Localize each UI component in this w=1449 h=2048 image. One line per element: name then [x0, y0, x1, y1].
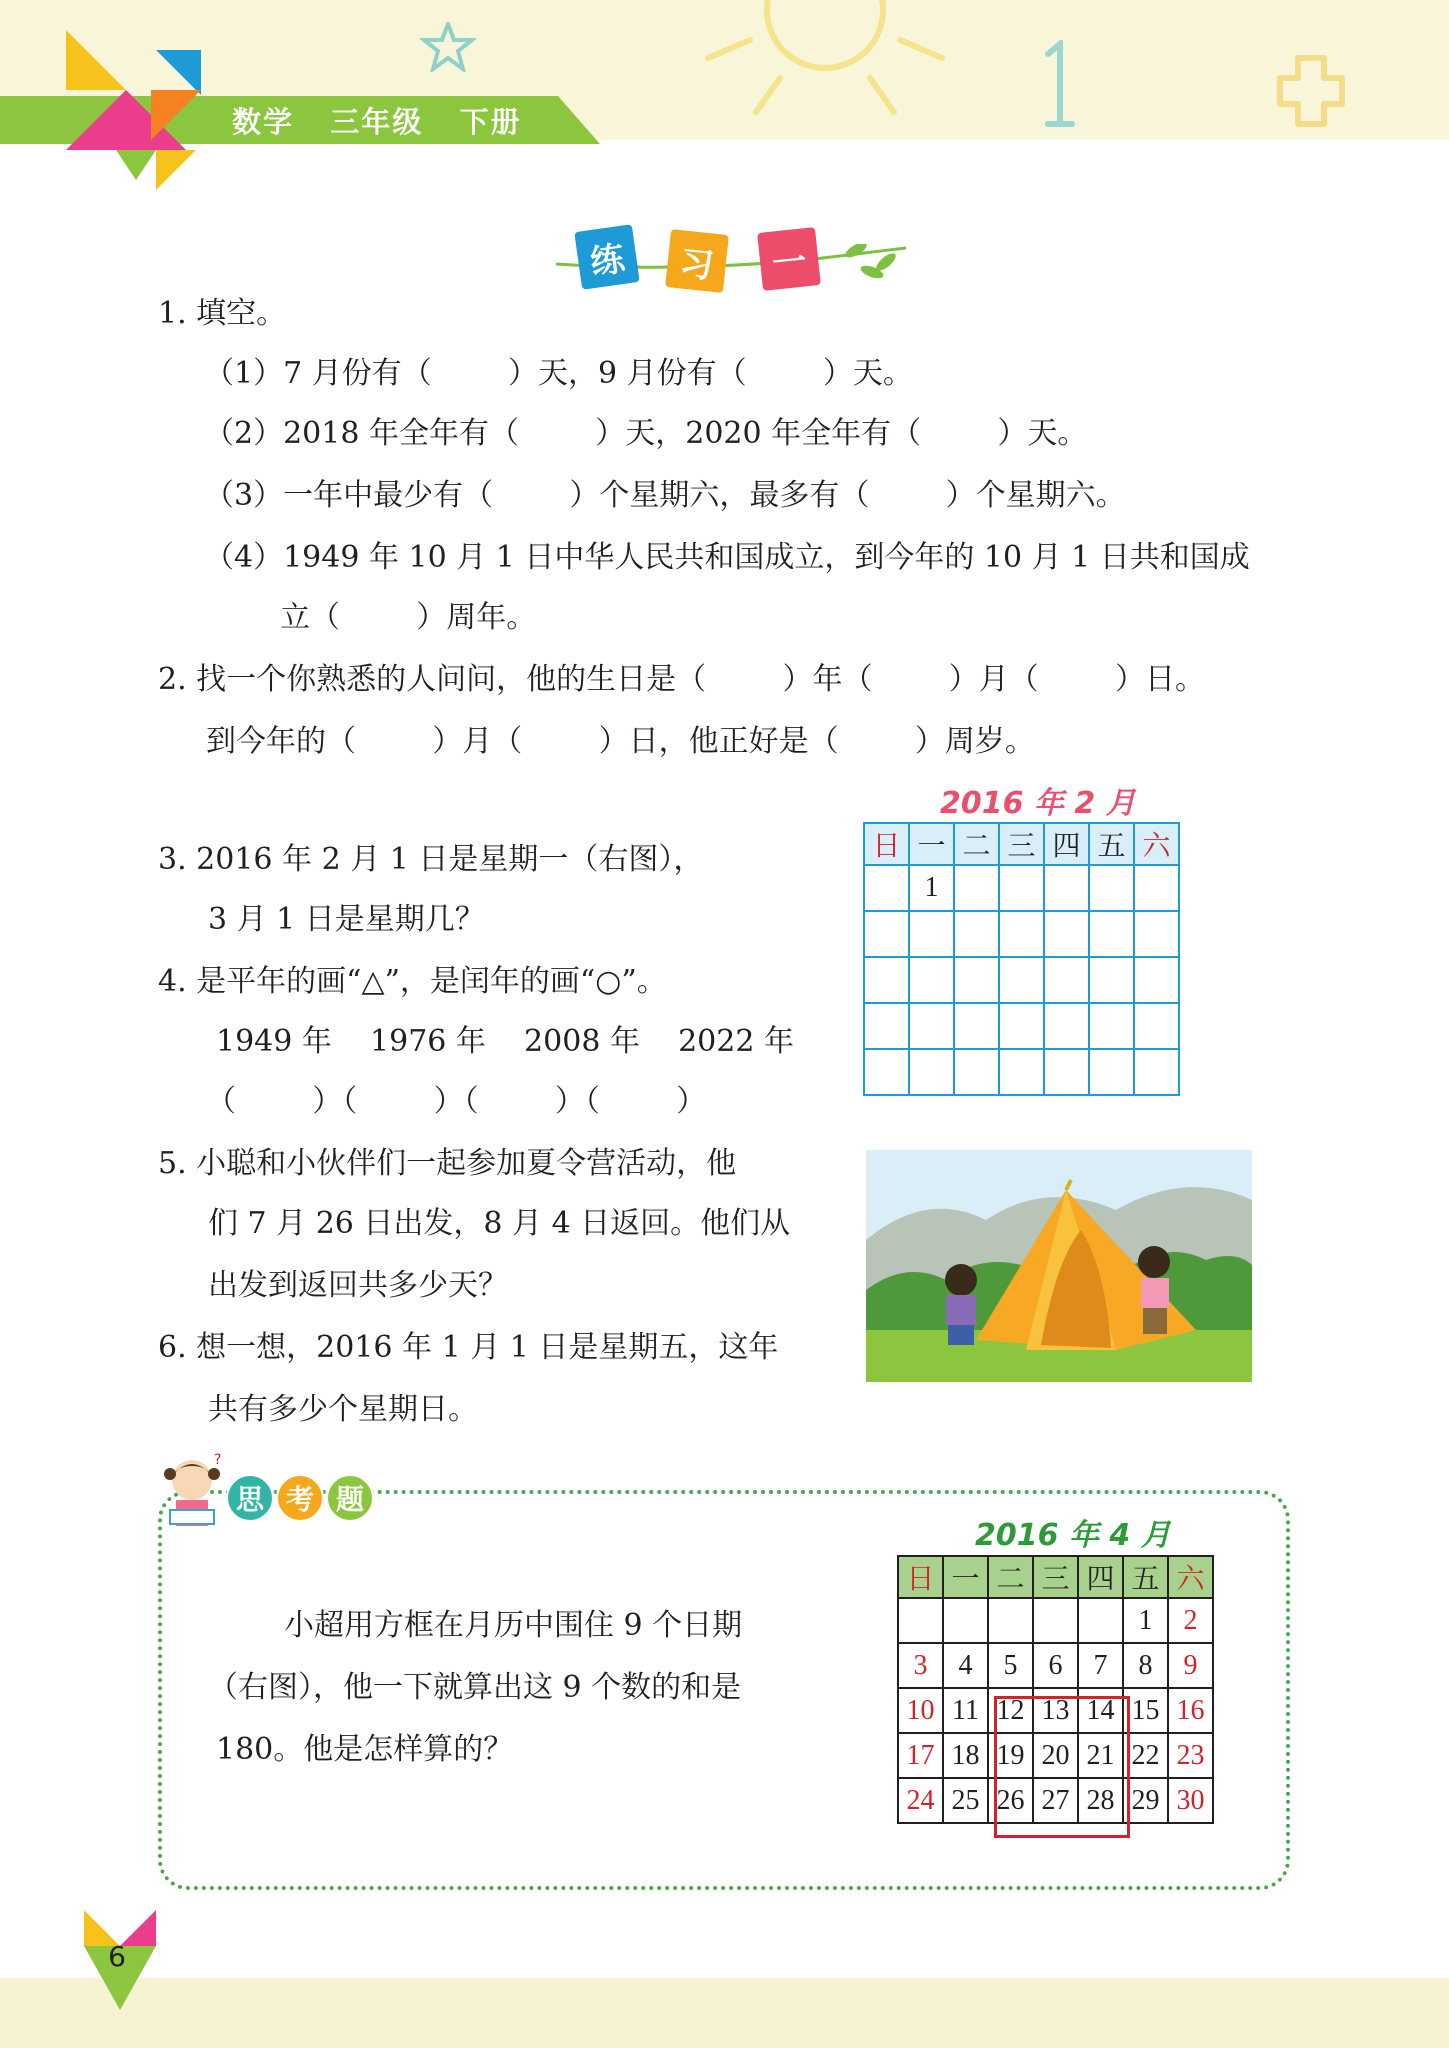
calendar-cell: 21 — [1078, 1733, 1123, 1778]
calendar-cell: 11 — [943, 1688, 988, 1733]
weekday-header: 日 — [898, 1556, 943, 1598]
title-tile-3: 一 — [757, 227, 821, 291]
calendar-cell: 9 — [1168, 1643, 1213, 1688]
calendar-cell: 23 — [1168, 1733, 1213, 1778]
q4-blanks: （ ）（ ）（ ）（ ） — [206, 1084, 707, 1119]
calendar-cell — [1044, 957, 1089, 1003]
calendar-cell: 5 — [988, 1643, 1033, 1688]
q1-item-4: （4）1949 年 10 月 1 日中华人民共和国成立，到今年的 10 月 1 日共和国成 — [204, 540, 1250, 575]
calendar-cell — [864, 865, 909, 911]
calendar-cell — [999, 1003, 1044, 1049]
weekday-header: 六 — [1168, 1556, 1213, 1598]
weekday-header: 四 — [1044, 823, 1089, 865]
weekday-header: 五 — [1123, 1556, 1168, 1598]
q5-line-3: 出发到返回共多少天？ — [208, 1268, 508, 1303]
calendar-apr-title: 2016 年 4 月 — [975, 1518, 1171, 1553]
q3-line-1: 3. 2016 年 2 月 1 日是星期一（右图）， — [158, 842, 704, 877]
weekday-header: 五 — [1089, 823, 1134, 865]
calendar-cell — [999, 957, 1044, 1003]
girl-reading-icon — [162, 1452, 224, 1532]
q5-line-2: 们 7 月 26 日出发，8 月 4 日返回。他们从 — [208, 1206, 791, 1241]
calendar-cell — [1089, 911, 1134, 957]
calendar-cell — [954, 911, 999, 957]
calendar-cell: 3 — [898, 1643, 943, 1688]
calendar-cell: 10 — [898, 1688, 943, 1733]
calendar-cell: 7 — [1078, 1643, 1123, 1688]
page-number: 6 — [108, 1940, 126, 1973]
calendar-cell: 4 — [943, 1643, 988, 1688]
exercise-title — [556, 224, 916, 294]
calendar-cell — [1134, 1003, 1179, 1049]
bottom-band — [0, 1978, 1449, 2048]
calendar-cell — [1134, 957, 1179, 1003]
calendar-cell: 20 — [1033, 1733, 1078, 1778]
calendar-cell: 27 — [1033, 1778, 1078, 1823]
calendar-cell: 30 — [1168, 1778, 1213, 1823]
q1-item-2: （2）2018 年全年有（ ）天，2020 年全年有（ ）天。 — [204, 416, 1088, 451]
weekday-header: 二 — [954, 823, 999, 865]
think-line-2: （右图），他一下就算出这 9 个数的和是 — [208, 1670, 742, 1705]
calendar-cell: 12 — [988, 1688, 1033, 1733]
weekday-header: 二 — [988, 1556, 1033, 1598]
think-tile-3: 题 — [326, 1474, 374, 1522]
q1-stem: 1. 填空。 — [158, 296, 287, 331]
calendar-cell — [1089, 865, 1134, 911]
calendar-cell: 25 — [943, 1778, 988, 1823]
think-tile-1: 思 — [226, 1474, 274, 1522]
q6-line-2: 共有多少个星期日。 — [208, 1392, 478, 1427]
calendar-cell: 24 — [898, 1778, 943, 1823]
calendar-cell — [1044, 865, 1089, 911]
calendar-cell: 29 — [1123, 1778, 1168, 1823]
calendar-cell — [943, 1598, 988, 1643]
think-line-1: 小超用方框在月历中围住 9 个日期 — [284, 1608, 743, 1643]
weekday-header: 六 — [1134, 823, 1179, 865]
calendar-cell — [999, 865, 1044, 911]
calendar-cell — [909, 957, 954, 1003]
q2-line-2: 到今年的（ ）月（ ）日，他正好是（ ）周岁。 — [206, 724, 1035, 759]
calendar-cell — [954, 957, 999, 1003]
calendar-cell — [988, 1598, 1033, 1643]
calendar-cell — [898, 1598, 943, 1643]
calendar-cell — [1134, 865, 1179, 911]
title-tile-2: 习 — [665, 229, 729, 293]
calendar-cell: 1 — [1123, 1598, 1168, 1643]
star-decoration — [420, 22, 476, 72]
calendar-cell: 6 — [1033, 1643, 1078, 1688]
q4-years: 1949 年 1976 年 2008 年 2022 年 — [216, 1024, 794, 1059]
calendar-cell — [864, 1049, 909, 1095]
calendar-cell — [909, 911, 954, 957]
calendar-cell: 8 — [1123, 1643, 1168, 1688]
calendar-cell: 28 — [1078, 1778, 1123, 1823]
calendar-cell — [909, 1003, 954, 1049]
book-title: 数学 三年级 下册 — [232, 105, 522, 139]
calendar-cell — [1044, 1049, 1089, 1095]
q1-item-4-cont: 立（ ）周年。 — [280, 600, 537, 635]
calendar-cell — [1044, 1003, 1089, 1049]
q1-item-3: （3）一年中最少有（ ）个星期六，最多有（ ）个星期六。 — [204, 478, 1126, 513]
q3-line-2: 3 月 1 日是星期几？ — [208, 902, 485, 937]
nine-date-selection-box — [994, 1696, 1130, 1838]
calendar-feb-title: 2016 年 2 月 — [940, 786, 1136, 821]
calendar-cell: 1 — [909, 865, 954, 911]
weekday-header: 一 — [943, 1556, 988, 1598]
calendar-cell — [1078, 1598, 1123, 1643]
calendar-cell — [1033, 1598, 1078, 1643]
calendar-cell: 16 — [1168, 1688, 1213, 1733]
calendar-cell: 17 — [898, 1733, 943, 1778]
think-line-3: 180。他是怎样算的？ — [216, 1732, 514, 1767]
calendar-cell: 22 — [1123, 1733, 1168, 1778]
calendar-cell — [954, 865, 999, 911]
calendar-cell — [999, 1049, 1044, 1095]
calendar-feb — [863, 822, 1180, 1096]
weekday-header: 四 — [1078, 1556, 1123, 1598]
calendar-cell — [1134, 1049, 1179, 1095]
q2-line-1: 2. 找一个你熟悉的人问问，他的生日是（ ）年（ ）月（ ）日。 — [158, 662, 1206, 697]
calendar-cell — [1089, 957, 1134, 1003]
calendar-cell: 26 — [988, 1778, 1033, 1823]
svg-text:?: ? — [214, 1452, 222, 1468]
q5-line-1: 5. 小聪和小伙伴们一起参加夏令营活动，他 — [158, 1146, 737, 1181]
calendar-cell: 18 — [943, 1733, 988, 1778]
thinking-question-label — [160, 1452, 400, 1532]
q6-line-1: 6. 想一想，2016 年 1 月 1 日是星期五，这年 — [158, 1330, 779, 1365]
calendar-cell — [864, 957, 909, 1003]
calendar-cell: 19 — [988, 1733, 1033, 1778]
calendar-cell — [909, 1049, 954, 1095]
q4-line-1: 4. 是平年的画“△”，是闰年的画“○”。 — [158, 964, 667, 999]
think-tile-2: 考 — [276, 1474, 324, 1522]
calendar-cell: 15 — [1123, 1688, 1168, 1733]
calendar-cell: 13 — [1033, 1688, 1078, 1733]
calendar-cell — [1044, 911, 1089, 957]
weekday-header: 三 — [1033, 1556, 1078, 1598]
calendar-cell — [954, 1003, 999, 1049]
calendar-cell: 14 — [1078, 1688, 1123, 1733]
number-one-decoration — [1038, 40, 1078, 130]
plus-decoration — [1276, 54, 1346, 128]
calendar-cell — [1089, 1003, 1134, 1049]
q1-item-1: （1）7 月份有（ ）天，9 月份有（ ）天。 — [204, 356, 913, 391]
calendar-cell: 2 — [1168, 1598, 1213, 1643]
weekday-header: 三 — [999, 823, 1044, 865]
tent-camping-illustration — [866, 1150, 1252, 1382]
calendar-cell — [954, 1049, 999, 1095]
weekday-header: 日 — [864, 823, 909, 865]
calendar-cell — [999, 911, 1044, 957]
calendar-cell — [1134, 911, 1179, 957]
calendar-cell — [1089, 1049, 1134, 1095]
calendar-cell — [864, 911, 909, 957]
calendar-cell — [864, 1003, 909, 1049]
sun-decoration — [690, 0, 960, 120]
weekday-header: 一 — [909, 823, 954, 865]
title-tile-1: 练 — [574, 224, 640, 290]
tangram-logo-icon — [56, 30, 206, 190]
